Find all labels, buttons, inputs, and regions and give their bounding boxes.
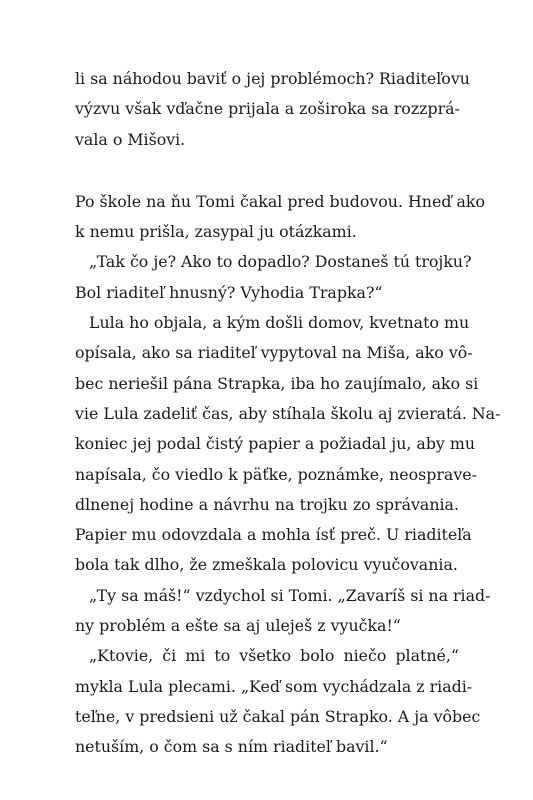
text-line: napísala, čo viedlo k päťke, poznámke, neosprave- [75, 464, 477, 484]
text-line: Papier mu odovzdala a mohla ísť preč. U riaditeľa [75, 525, 472, 545]
text-line: opísala, ako sa riaditeľ vypytoval na Miša, ako vô- [75, 343, 473, 363]
book-page [75, 64, 501, 763]
text-line: mykla Lula plecami. „Keď som vychádzala z riadi- [75, 676, 473, 696]
text-line: Bol riaditeľ hnusný? Vyhodia Trapka?“ [75, 282, 383, 302]
text-line: bola tak dlho, že zmeškala polovicu vyučovania. [75, 555, 458, 575]
text-line: ny problém a ešte sa aj uleješ z vyučka!“ [75, 616, 401, 636]
text-line: dlnenej hodine a návrhu na trojku zo správania. [75, 494, 459, 514]
text-line: netuším, o čom sa s ním riaditeľ bavil.“ [75, 737, 388, 757]
text-line: „Ktovie, či mi to všetko bolo niečo platné,“ [89, 646, 459, 666]
section-break [75, 155, 459, 187]
text-line: vala o Mišovi. [75, 129, 186, 149]
text-line: koniec jej podal čistý papier a požiadal ju, aby mu [75, 434, 476, 454]
text-line: Lula ho objala, a kým došli domov, kvetnato mu [89, 313, 470, 333]
text-line: výzvu však vďačne prijala a zoširoka sa rozzprá- [75, 99, 460, 119]
text-line: bec neriešil pána Strapka, iba ho zaujímalo, ako si [75, 373, 479, 393]
text-line: k nemu prišla, zasypal ju otázkami. [75, 222, 357, 242]
text-line: „Tak čo je? Ako to dopadlo? Dostaneš tú trojku? [89, 252, 472, 272]
text-line: teľne, v predsieni už čakal pán Strapko. A ja vôbec [75, 706, 481, 726]
text-line: vie Lula zadeliť čas, aby stíhala školu aj zvieratá. Na- [75, 403, 501, 423]
text-line: „Ty sa máš!“ vzdychol si Tomi. „Zavaríš si na riad- [89, 585, 491, 605]
text-line: Po škole na ňu Tomi čakal pred budovou. Hneď ako [75, 191, 485, 211]
text-line: li sa náhodou baviť o jej problémoch? Riaditeľovu [75, 69, 470, 88]
